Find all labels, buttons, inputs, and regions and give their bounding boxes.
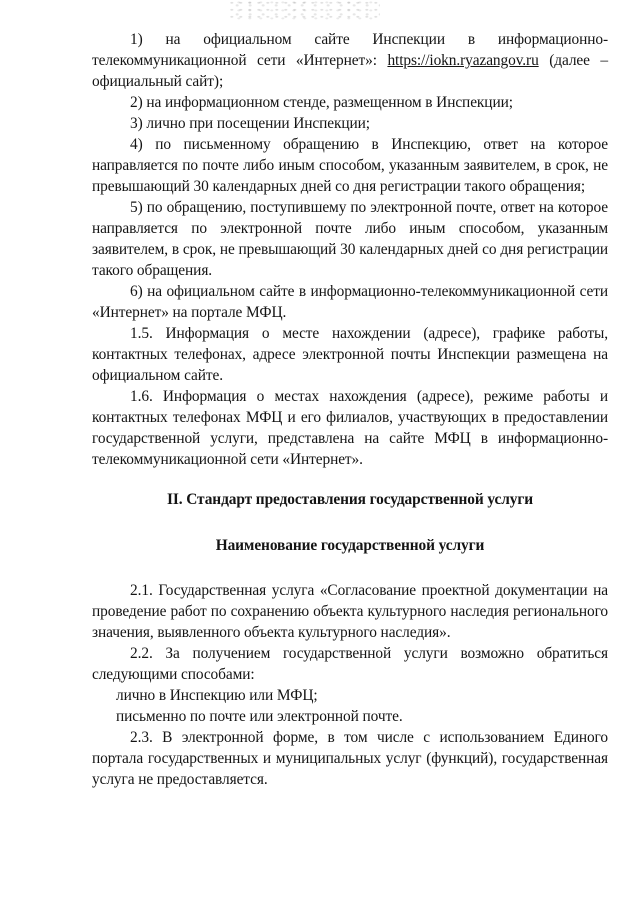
item-6: 6) на официальном сайте в информационно-телекоммуникационной сети «Интернет» на портале МФЦ. bbox=[92, 283, 608, 321]
item-5: 5) по обращению, поступившему по электронной почте, ответ на которое направляется по электронной почте либо иным способом, указанным заявителем, в срок, не превышающий 30 календарных дней со дня регистрации такого обращения. bbox=[92, 199, 608, 279]
section-title: II. Стандарт предоставления государственной услуги bbox=[166, 491, 534, 508]
paragraph-2-3: 2.3. В электронной форме, в том числе с использованием Единого портала государственных и муниципальных услуг (функций), государственная услуга не предоставляется. bbox=[92, 729, 608, 788]
way-by-mail: письменно по почте или электронной почте. bbox=[116, 708, 403, 725]
scan-artifact bbox=[230, 0, 380, 20]
paragraph-1-6: 1.6. Информация о местах нахождения (адресе), режиме работы и контактных телефонах МФЦ и его филиалов, участвующих в предоставлении государственной услуги, представлена на сайте МФЦ в информационно-телекоммуникационной сети «Интернет». bbox=[92, 388, 608, 468]
paragraph-1-5: 1.5. Информация о месте нахождении (адресе), графике работы, контактных телефонах, адресе электронной почты Инспекции размещена на официальном сайте. bbox=[92, 325, 608, 384]
item-1-suffix: (далее – официальный сайт); bbox=[92, 52, 608, 90]
way-in-person: лично в Инспекцию или МФЦ; bbox=[116, 687, 318, 704]
subsection-title: Наименование государственной услуги bbox=[215, 537, 485, 554]
item-1-text: 1) на официальном сайте Инспекции в информационно-телекоммуникационной сети «Интернет»: bbox=[92, 31, 608, 69]
paragraph-2-1: 2.1. Государственная услуга «Согласование проектной документации на проведение работ по сохранению объекта культурного наследия регионального значения, выявленного объекта культурного наследия». bbox=[92, 582, 608, 641]
item-1 bbox=[92, 29, 608, 92]
item-2: 2) на информационном стенде, размещенном в Инспекции; bbox=[130, 94, 513, 111]
item-3: 3) лично при посещении Инспекции; bbox=[130, 115, 370, 132]
official-site-link[interactable]: https://iokn.ryazangov.ru bbox=[387, 52, 539, 69]
item-4: 4) по письменному обращению в Инспекцию, ответ на которое направляется по почте либо иным способом, указанным заявителем, в срок, не превышающий 30 календарных дней со дня регистрации такого обращения; bbox=[92, 136, 608, 195]
paragraph-2-2: 2.2. За получением государственной услуги возможно обратиться следующими способами: bbox=[92, 645, 608, 683]
document-body bbox=[92, 29, 608, 790]
